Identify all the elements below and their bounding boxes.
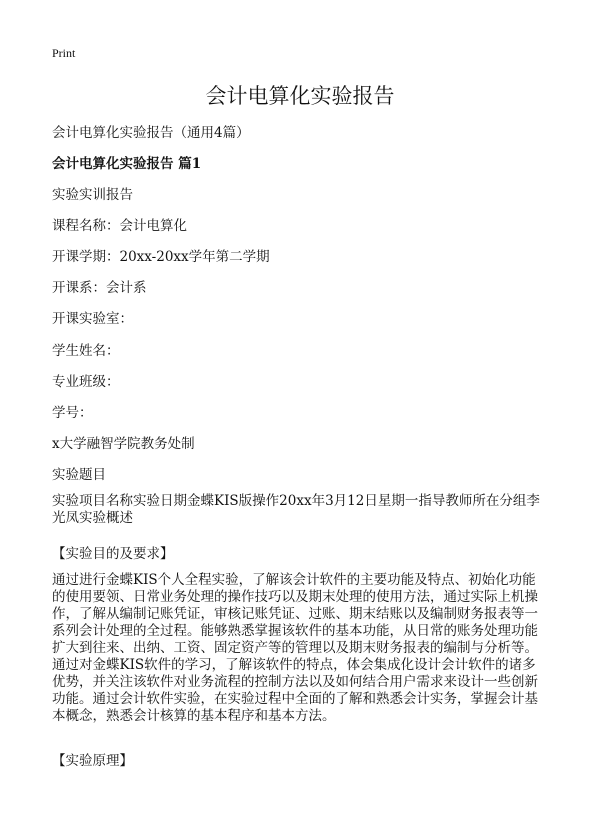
print-label: Print xyxy=(52,46,76,60)
paragraph-line: 的使用要领、日常业务处理的操作技巧以及期末处理的使用方法，通过实际上机操 xyxy=(52,589,538,605)
document-title: 会计电算化实验报告 xyxy=(205,84,395,108)
semester: 开课学期：20xx-20xx学年第二学期 xyxy=(52,249,270,265)
paragraph-line: 本概念，熟悉会计核算的基本程序和基本方法。 xyxy=(52,708,336,724)
student-name: 学生姓名： xyxy=(52,343,120,359)
document-subtitle: 会计电算化实验报告（通用4篇） xyxy=(52,125,250,141)
paragraph-line: 通过进行金蝶KIS个人全程实验，了解该会计软件的主要功能及特点、初始化功能 xyxy=(52,572,536,588)
paragraph-line: 功能。通过会计软件实验，在实验过程中全面的了解和熟悉会计实务，掌握会计基 xyxy=(52,691,538,707)
department: 开课系：会计系 xyxy=(52,280,147,296)
purpose-heading: 【实验目的及要求】 xyxy=(52,546,174,562)
course-name: 课程名称：会计电算化 xyxy=(52,218,187,234)
report-type: 实验实训报告 xyxy=(52,187,133,203)
student-id: 学号： xyxy=(52,405,93,421)
paragraph-line: 作，了解从编制记账凭证，审核记账凭证、过账、期末结账以及编制财务报表等一 xyxy=(52,606,538,622)
experiment-info-line: 实验项目名称实验日期金蝶KIS版操作20xx年3月12日星期一指导教师所在分组李 xyxy=(52,493,540,509)
lab: 开课实验室： xyxy=(52,311,133,327)
class-field: 专业班级： xyxy=(52,374,120,390)
experiment-topic: 实验题目 xyxy=(52,467,106,483)
experiment-info-line: 光凤实验概述 xyxy=(52,510,133,526)
paragraph-line: 优势，并关注该软件对业务流程的控制方法以及如何结合用户需求来设计一些创新 xyxy=(52,674,538,690)
paragraph-line: 扩大到往来、出纳、工资、固定资产等的管理以及期末财务报表的编制与分析等。 xyxy=(52,640,538,656)
experiment-info xyxy=(52,493,552,527)
paragraph-line: 通过对金蝶KIS软件的学习，了解该软件的特点，体会集成化设计会计软件的诸多 xyxy=(52,657,536,673)
principle-heading: 【实验原理】 xyxy=(52,753,133,769)
paragraph-line: 系列会计处理的全过程。能够熟悉掌握该软件的基本功能，从日常的账务处理功能 xyxy=(52,623,538,639)
section-heading: 会计电算化实验报告 篇1 xyxy=(52,156,202,172)
purpose-paragraph xyxy=(52,572,552,725)
issuer: x大学融智学院教务处制 xyxy=(52,436,195,452)
